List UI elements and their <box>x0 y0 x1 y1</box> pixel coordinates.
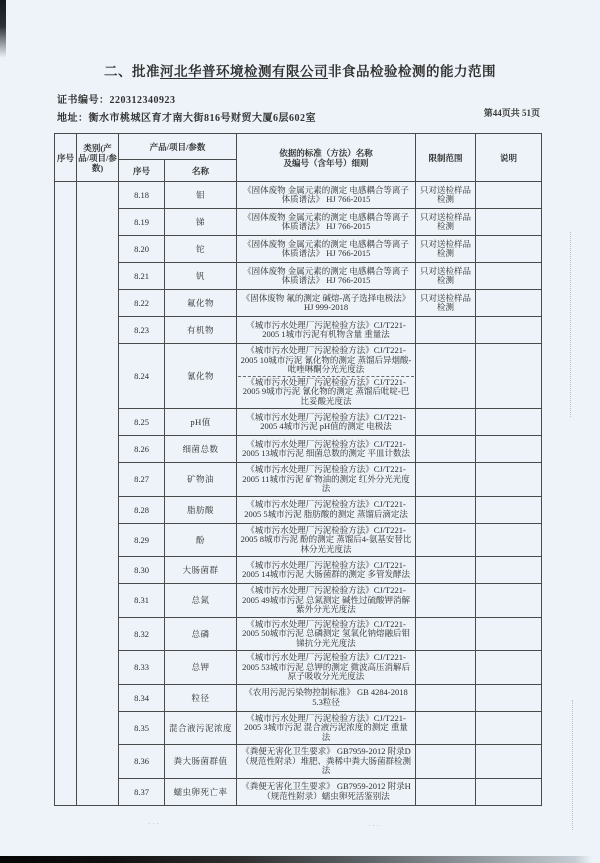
item-name-cell: 脂肪酸 <box>165 496 237 523</box>
standard-cell <box>237 745 416 779</box>
table-row <box>55 745 542 779</box>
item-no-cell: 8.20 <box>119 236 165 263</box>
standard-cell <box>237 684 416 711</box>
note-cell <box>476 557 542 584</box>
scan-dotted-artifact <box>570 232 571 417</box>
standard-cell <box>237 778 416 805</box>
table-row <box>55 263 542 290</box>
note-cell <box>476 617 542 651</box>
item-name-cell: 氰化物 <box>165 344 237 409</box>
note-cell <box>476 436 542 463</box>
item-name-cell: 铊 <box>165 236 237 263</box>
item-no-cell: 8.22 <box>119 290 165 317</box>
page-number-indicator: 第44页共 51页 <box>483 108 540 118</box>
page-title <box>0 60 600 80</box>
limit-scope-cell: 只对送检样品检测 <box>416 290 476 317</box>
standard-cell <box>237 209 416 236</box>
item-name-cell: 细菌总数 <box>165 436 237 463</box>
item-no-cell: 8.33 <box>119 651 165 685</box>
address-label: 地址： <box>57 113 89 124</box>
note-cell <box>476 684 542 711</box>
note-cell <box>476 711 542 745</box>
limit-scope-cell: 只对送检样品检测 <box>416 209 476 236</box>
category-column-empty-cell <box>77 182 119 806</box>
standard-method-text: 《城市污水处理厂污泥检验方法》CJ/T221-2005 11城市污泥 矿物油的测定 红外分光光度法 <box>242 464 410 493</box>
standard-method-text: 《城市污水处理厂污泥检验方法》CJ/T221-2005 3城市污泥 混合液污泥浓度的测定 重量法 <box>244 712 408 742</box>
standard-method-text: 《固体废物 金属元素的测定 电感耦合等离子体质谱法》 HJ 766-2015 <box>243 265 409 285</box>
item-name-cell: 有机物 <box>165 317 237 344</box>
limit-scope-cell <box>416 496 476 523</box>
table-row <box>55 557 542 584</box>
serial-column-empty-cell <box>55 182 77 806</box>
note-cell <box>476 290 542 317</box>
limit-scope-cell <box>416 557 476 584</box>
table-row <box>55 290 542 317</box>
table-row <box>55 182 542 209</box>
item-name-cell: 总钾 <box>165 651 237 685</box>
standard-method-text: 《城市污水处理厂污泥检验方法》CJ/T221-2005 13城市污泥 细菌总数的测定 平皿计数法 <box>242 438 410 458</box>
standard-cell <box>237 523 416 557</box>
scan-smudge: ··· <box>368 822 381 830</box>
item-name-cell: 混合液污泥浓度 <box>165 711 237 745</box>
address-value: 衡水市桃城区育才南大街816号财贸大厦6层602室 <box>88 113 316 124</box>
table-row <box>55 344 542 409</box>
standard-method-text: 《粪便无害化卫生要求》 GB7959-2012 附录H（规范性附录）蠕虫卵死活鉴别法 <box>241 781 411 801</box>
note-cell <box>476 496 542 523</box>
limit-scope-cell <box>416 778 476 805</box>
note-cell <box>476 745 542 779</box>
note-cell <box>476 317 542 344</box>
header-item-no: 序号 <box>119 160 165 182</box>
item-name-cell: 总氮 <box>165 584 237 618</box>
limit-scope-cell: 只对送检样品检测 <box>416 236 476 263</box>
limit-scope-cell <box>416 436 476 463</box>
table-row <box>55 617 542 651</box>
note-cell <box>476 209 542 236</box>
table-row <box>55 651 542 685</box>
table-row <box>55 409 542 436</box>
item-name-cell: 大肠菌群 <box>165 557 237 584</box>
table-row <box>55 684 542 711</box>
note-cell <box>476 344 542 409</box>
item-name-cell: 钼 <box>165 182 237 209</box>
note-cell <box>476 523 542 557</box>
standard-method-text: 《城市污水处理厂污泥检验方法》CJ/T221-2005 4城市污泥 pH值的测定 电极法 <box>246 411 406 431</box>
header-row-1 <box>55 134 542 160</box>
certificate-number-value: 220312340923 <box>109 95 176 106</box>
title-prefix: 二、批准 <box>104 64 160 79</box>
standard-method-text: 《粪便无害化卫生要求》 GB7959-2012 附录D（规范性附录）堆肥、粪稀中粪大肠菌群检测法 <box>241 746 412 775</box>
scan-dotted-artifact <box>572 700 573 830</box>
item-name-cell: 氟化物 <box>165 290 237 317</box>
note-cell <box>476 651 542 685</box>
note-cell <box>476 463 542 497</box>
item-name-cell: 矿物油 <box>165 463 237 497</box>
note-cell <box>476 778 542 805</box>
item-name-cell: pH值 <box>165 409 237 436</box>
title-suffix: 非食品检验检测的能力范围 <box>328 64 496 79</box>
limit-scope-cell <box>416 344 476 409</box>
standard-method-text: 《城市污水处理厂污泥检验方法》CJ/T221-2005 5城市污泥 脂肪酸的测定 蒸馏后滴定法 <box>244 499 408 519</box>
limit-scope-cell <box>416 745 476 779</box>
standard-method-text: 《城市污水处理厂污泥检验方法》CJ/T221-2005 50城市污泥 总磷测定 氢氧化钠熔融后钼锑抗分光光度法 <box>242 618 410 648</box>
standard-cell <box>237 463 416 497</box>
note-cell <box>476 584 542 618</box>
standard-cell <box>237 236 416 263</box>
note-cell <box>476 409 542 436</box>
standard-cell <box>237 496 416 523</box>
standard-method-text: 《城市污水处理厂污泥检验方法》CJ/T221-2005 53城市污泥 总钾的测定 微波高压消解后原子吸收分光光度法 <box>242 652 410 681</box>
standard-cell <box>237 557 416 584</box>
item-name-cell: 锑 <box>165 209 237 236</box>
certificate-number-line <box>57 91 176 106</box>
standard-method-text: 《城市污水处理厂污泥检验方法》CJ/T221-2005 10城市污泥 氰化物的测定 蒸馏后异烟酸-吡唑啉酮分光光度法 <box>240 345 412 374</box>
note-cell <box>476 236 542 263</box>
standard-method-text: 《固体废物 金属元素的测定 电感耦合等离子体质谱法》 HJ 766-2015 <box>243 184 409 204</box>
table-row <box>55 778 542 805</box>
standard-cell <box>237 436 416 463</box>
standard-cell <box>237 344 416 409</box>
standard-method-text: 《城市污水处理厂污泥检验方法》CJ/T221-2005 9城市污泥 氰化物的测定 蒸馏后吡啶-巴比妥酸光度法 <box>238 376 414 408</box>
limit-scope-cell <box>416 523 476 557</box>
item-no-cell: 8.35 <box>119 711 165 745</box>
standard-method-text: 《固体废物 金属元素的测定 电感耦合等离子体质谱法》 HJ 766-2015 <box>243 211 409 231</box>
scan-edge-artifact-bottom <box>0 856 592 863</box>
limit-scope-cell <box>416 584 476 618</box>
standard-method-text: 《固体废物 金属元素的测定 电感耦合等离子体质谱法》 HJ 766-2015 <box>243 238 409 258</box>
item-no-cell: 8.36 <box>119 745 165 779</box>
item-no-cell: 8.21 <box>119 263 165 290</box>
item-no-cell: 8.32 <box>119 617 165 651</box>
standard-cell <box>237 584 416 618</box>
item-no-cell: 8.30 <box>119 557 165 584</box>
standard-cell <box>237 409 416 436</box>
header-item-name: 名称 <box>165 160 237 182</box>
limit-scope-cell <box>416 617 476 651</box>
item-name-cell: 钒 <box>165 263 237 290</box>
header-note: 说明 <box>476 134 542 182</box>
header-standard: 依据的标准（方法）名称 及编号（含年号）细则 <box>237 134 416 182</box>
table-row <box>55 236 542 263</box>
item-no-cell: 8.29 <box>119 523 165 557</box>
standard-method-text: 《固体废物 氟的测定 碱熔-离子选择电极法》 HJ 999-2018 <box>241 292 411 312</box>
item-no-cell: 8.23 <box>119 317 165 344</box>
limit-scope-cell: 只对送检样品检测 <box>416 182 476 209</box>
table-row <box>55 711 542 745</box>
item-no-cell: 8.18 <box>119 182 165 209</box>
limit-scope-cell <box>416 684 476 711</box>
table-row <box>55 523 542 557</box>
limit-scope-cell <box>416 651 476 685</box>
item-name-cell: 酚 <box>165 523 237 557</box>
item-no-cell: 8.24 <box>119 344 165 409</box>
standard-method-text: 《农用污泥污染物控制标准》 GB 4284-2018 5.3粒径 <box>244 687 408 707</box>
header-limit-scope: 限制范围 <box>416 134 476 182</box>
item-no-cell: 8.19 <box>119 209 165 236</box>
header-category: 类别(产品/项目/参数) <box>77 134 119 182</box>
address-line <box>57 109 316 124</box>
certificate-number-label: 证书编号： <box>57 95 110 106</box>
standard-cell <box>237 711 416 745</box>
standard-method-text: 《城市污水处理厂污泥检验方法》CJ/T221-2005 8城市污泥 酚的测定 蒸馏后4-氨基安替比林分光光度法 <box>240 524 412 554</box>
item-name-cell: 粪大肠菌群值 <box>165 745 237 779</box>
capability-scope-table <box>54 133 542 806</box>
item-no-cell: 8.26 <box>119 436 165 463</box>
standard-method-text: 《城市污水处理厂污泥检验方法》CJ/T221-2005 49城市污泥 总氮测定 碱性过硫酸钾消解紫外分光光度法 <box>242 585 410 614</box>
standard-cell <box>237 651 416 685</box>
item-no-cell: 8.37 <box>119 778 165 805</box>
note-cell <box>476 182 542 209</box>
limit-scope-cell <box>416 711 476 745</box>
limit-scope-cell <box>416 317 476 344</box>
item-no-cell: 8.25 <box>119 409 165 436</box>
table-row <box>55 209 542 236</box>
standard-cell <box>237 182 416 209</box>
table-row <box>55 584 542 618</box>
item-name-cell: 总磷 <box>165 617 237 651</box>
standard-method-text: 《城市污水处理厂污泥检验方法》CJ/T221-2005 14城市污泥 大肠菌群的测定 多管发酵法 <box>242 559 410 579</box>
table-row <box>55 317 542 344</box>
scan-smudge: ··· <box>148 820 161 828</box>
scan-edge-artifact-top-left <box>0 0 6 58</box>
item-no-cell: 8.31 <box>119 584 165 618</box>
standard-cell <box>237 263 416 290</box>
standard-cell <box>237 617 416 651</box>
limit-scope-cell <box>416 463 476 497</box>
standard-cell <box>237 317 416 344</box>
table-row <box>55 436 542 463</box>
limit-scope-cell <box>416 409 476 436</box>
item-no-cell: 8.28 <box>119 496 165 523</box>
item-name-cell: 蠕虫卵死亡率 <box>165 778 237 805</box>
item-no-cell: 8.27 <box>119 463 165 497</box>
standard-method-text: 《城市污水处理厂污泥检验方法》CJ/T221-2005 1城市污泥有机物含量 重量法 <box>246 319 406 339</box>
table-row <box>55 496 542 523</box>
limit-scope-cell: 只对送检样品检测 <box>416 263 476 290</box>
item-no-cell: 8.34 <box>119 684 165 711</box>
standard-cell <box>237 290 416 317</box>
header-serial-no: 序号 <box>55 134 77 182</box>
header-product-group: 产品/项目/参数 <box>119 134 237 160</box>
title-company-name: 河北华普环境检测有限公司 <box>160 64 328 79</box>
table-row <box>55 463 542 497</box>
note-cell <box>476 263 542 290</box>
item-name-cell: 粒径 <box>165 684 237 711</box>
